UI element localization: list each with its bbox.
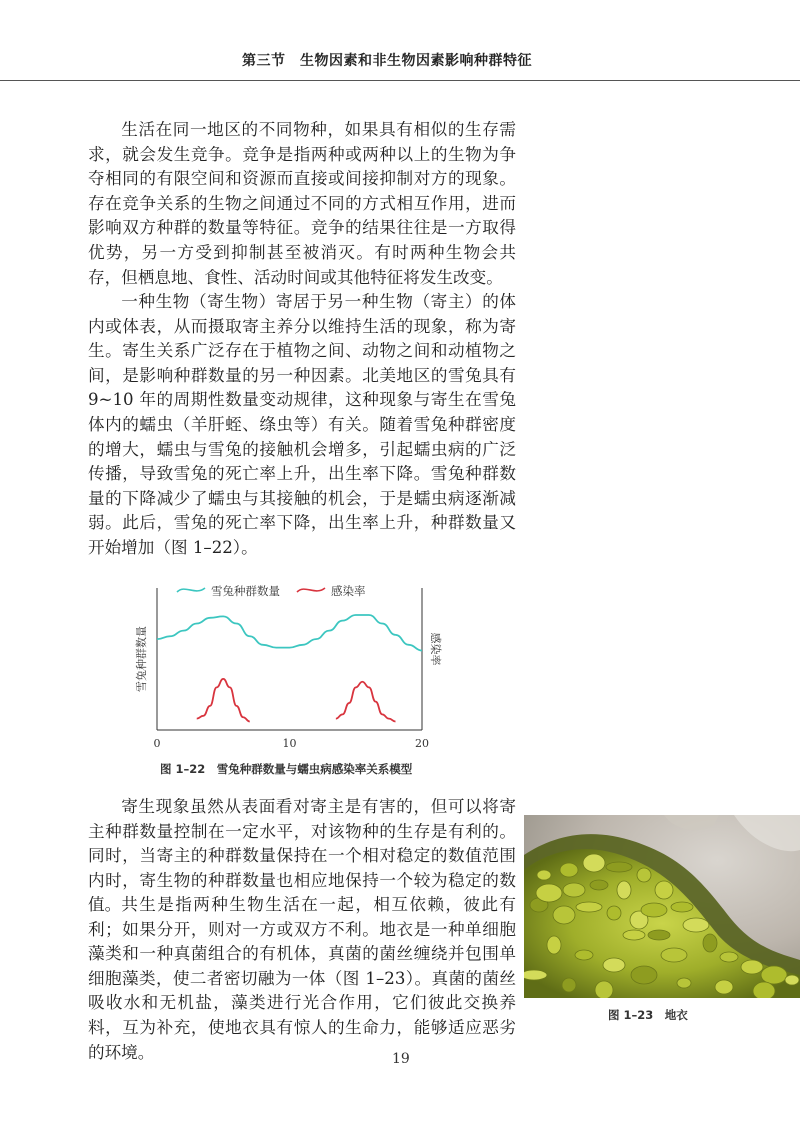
chart-legend bbox=[177, 584, 366, 598]
lichen-lobe bbox=[631, 966, 657, 984]
series-line-infection-rate bbox=[197, 679, 250, 722]
legend-label: 感染率 bbox=[331, 584, 366, 598]
lichen-lobe bbox=[661, 948, 687, 962]
y-axis-label-right: 感染率 bbox=[429, 632, 442, 666]
lichen-lobe bbox=[648, 930, 670, 940]
lichen-lobe bbox=[524, 970, 547, 980]
series-line-hare-population bbox=[157, 615, 422, 651]
body-paragraph-parasite-benefit: 寄生现象虽然从表面看对寄主是有害的，但可以将寄主种群数量控制在一定水平，对该物种的生存是有利的。同时，当寄主的种群数量保持在一个相对稳定的数值范围内时，寄生物的种群数量也相应地保持一个较为稳定的数值。 bbox=[88, 797, 516, 915]
lichen-lobe bbox=[703, 934, 717, 952]
chart-axes bbox=[134, 588, 443, 730]
lichen-lobe bbox=[637, 868, 651, 882]
chart-lines bbox=[157, 615, 422, 722]
lichen-lobe bbox=[617, 881, 631, 899]
figure-1-23-caption: 图 1–23 地衣 bbox=[608, 1008, 688, 1022]
body-paragraph-symbiosis: 共生是指两种生物生活在一起，相互依赖，彼此有利；如果分开，则对一方或双方不利。地衣是一种单细胞藻类和一种真菌组合的有机体，真菌的菌丝缠绕并包围单细胞藻类，使二者密切融为一体（图 1–23）。真菌的菌丝吸收水和无机盐，藻类进行光合作用，它们彼此交换养料，互为补充，使地衣具有惊人的生命力，能够适应恶劣的环境。 bbox=[88, 895, 516, 1062]
lichen-lobe bbox=[761, 966, 787, 984]
lichen-lobe bbox=[785, 975, 799, 985]
lichen-lobe bbox=[606, 862, 632, 872]
x-tick-label: 20 bbox=[415, 737, 429, 750]
lichen-lobe bbox=[553, 906, 575, 924]
lichen-lobe bbox=[590, 880, 608, 890]
lichen-lobe bbox=[677, 978, 691, 988]
lichen-lobe bbox=[603, 958, 625, 972]
lichen-lobe bbox=[537, 870, 551, 880]
running-header: 第三节 生物因素和非生物因素影响种群特征 bbox=[242, 53, 532, 69]
lichen-lobe bbox=[536, 884, 562, 902]
legend-swatch bbox=[297, 588, 325, 592]
lichen-lobe bbox=[741, 960, 763, 974]
lichen-lobe bbox=[576, 902, 602, 912]
chart-ticks bbox=[154, 737, 430, 750]
lichen-lobe bbox=[671, 902, 693, 912]
header-rule bbox=[0, 80, 800, 81]
lichen-lobe bbox=[753, 982, 775, 998]
figure-1-22-caption: 图 1–22 雪兔种群数量与蠕虫病感染率关系模型 bbox=[160, 762, 413, 776]
x-tick-label: 10 bbox=[282, 737, 297, 750]
legend-swatch bbox=[177, 588, 205, 592]
body-paragraph-parasitism: 一种生物（寄生物）寄居于另一种生物（寄主）的体内或体表，从而摄取寄主养分以维持生活的现象，称为寄生。寄生关系广泛存在于植物之间、动物之间和动植物之间，是影响种群数量的另一种因素。北美地区的雪兔具有 9~10 年的周期性数量变动规律，这种现象与寄生在雪兔体内的蠕虫（羊肝蛭、绦虫等）有关。随着雪兔种群密度的增大，蠕虫与雪兔的接触机会增多，引起蠕虫病的广泛传播，导致雪兔的死亡率上升，出生率下降。雪兔种群数量的下降减少了蠕虫与其接触的机会，于是蠕虫病逐渐减弱。此后，雪兔的死亡率下降，出生率上升，种群数量又开始增加（图 1–22）。 bbox=[88, 292, 516, 557]
lichen-lobe bbox=[655, 881, 673, 899]
lichen-lobe bbox=[560, 863, 578, 877]
lichen-lobe bbox=[683, 918, 709, 932]
lichen-lobe bbox=[562, 978, 576, 992]
lichen-lobe bbox=[641, 903, 667, 917]
body-paragraph-competition: 生活在同一地区的不同物种，如果具有相似的生存需求，就会发生竞争。竞争是指两种或两种以上的生物为争夺相同的有限空间和资源而直接或间接抑制对方的现象。存在竞争关系的生物之间通过不同的方式相互作用，进而影响双方种群的数量等特征。竞争的结果往往是一方取得优势，另一方受到抑制甚至被消灭。有时两种生物会共存，但栖息地、食性、活动时间或其他特征将发生改变。 bbox=[88, 120, 516, 287]
page-number: 19 bbox=[392, 1051, 410, 1067]
lichen-lobe bbox=[575, 950, 593, 960]
chart-svg bbox=[125, 580, 450, 755]
lichen-lobe bbox=[607, 906, 621, 920]
lichen-lobe bbox=[623, 930, 645, 940]
lichen-lobe bbox=[715, 980, 733, 994]
lichen-lobe bbox=[583, 854, 605, 872]
legend-label: 雪兔种群数量 bbox=[211, 584, 280, 598]
y-axis-label-left: 雪兔种群数量 bbox=[135, 626, 148, 692]
lichen-lobe bbox=[563, 883, 585, 897]
lichen-lobe bbox=[720, 952, 738, 962]
series-line-infection-rate bbox=[336, 682, 396, 722]
lichen-lobe bbox=[595, 981, 613, 998]
figure-1-22-chart bbox=[125, 580, 450, 755]
lichen-photo bbox=[524, 815, 800, 998]
x-tick-label: 0 bbox=[153, 737, 161, 750]
lichen-lobe bbox=[547, 936, 561, 954]
